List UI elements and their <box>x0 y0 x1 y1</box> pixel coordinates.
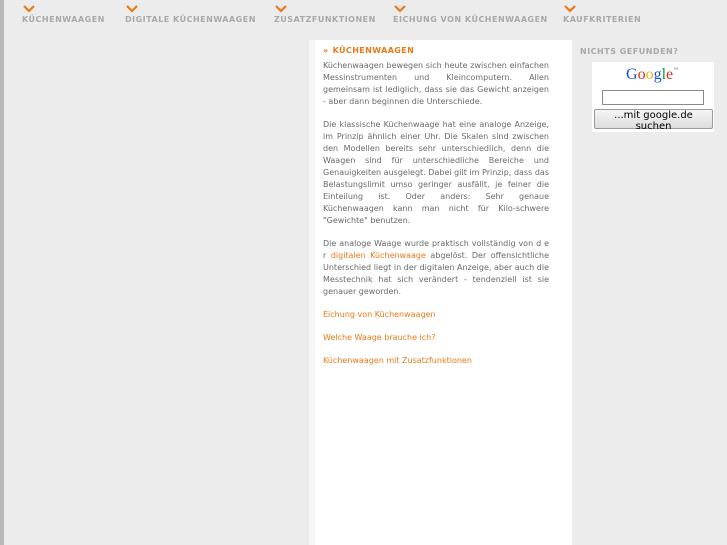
title-bullet: » <box>323 46 329 55</box>
google-search-button[interactable]: ...mit google.de suchen <box>594 109 713 129</box>
left-empty-panel <box>4 40 309 545</box>
page-title <box>323 46 549 55</box>
google-trademark: ™ <box>673 68 679 73</box>
link-eichung[interactable]: Eichung von Küchenwaagen <box>323 310 436 319</box>
nav-item-digitale-kuechenwaagen[interactable] <box>125 4 256 24</box>
link-row <box>323 332 549 344</box>
link-row <box>323 355 549 367</box>
nav-item-kaufkriterien[interactable] <box>563 4 641 24</box>
paragraph-analog: Die klassische Küchenwaage hat eine analoge Anzeige, im Prinzip ähnlich einer Uhr. Die Skalen sind zwischen den Modellen bereits sehr unterschiedlich, denn die Waagen sind für unterschiedliche Bereiche und Genauigkeiten ausgelegt. Dabei gilt im Prinzip, dass das Belastungslimit umso geringer ausfällt, je feiner die Einteilung ist. Oder anders: Sehr genaue Küchenwaagen kann man nicht für Kilo-schwere "Gewichte" benutzen. <box>323 120 549 225</box>
google-logo-letter: o <box>637 66 646 83</box>
paragraph-digital-after: abgelöst. Der offensichtliche Unterschied liegt in der digitalen Anzeige, aber auch die Messtechnik hat sich verändert - tendenziell ist sie genauer geworden. <box>323 251 549 296</box>
google-logo <box>626 66 678 84</box>
sidebar-title: NICHTS GEFUNDEN? <box>580 47 679 56</box>
sidebar <box>572 40 727 545</box>
chevron-down-icon <box>394 4 406 14</box>
google-search-box <box>592 62 714 132</box>
top-navigation <box>4 0 727 40</box>
chevron-down-icon <box>275 4 287 14</box>
google-logo-letter: g <box>653 66 662 83</box>
page-title-text: KÜCHENWAAGEN <box>332 46 415 55</box>
nav-item-eichung[interactable] <box>393 4 548 24</box>
link-zusatzfunktionen[interactable]: Küchenwaagen mit Zusatzfunktionen <box>323 356 472 365</box>
chevron-down-icon <box>564 4 576 14</box>
paragraph-intro: Küchenwaagen bewegen sich heute zwischen einfachen Messinstrumenten und Kleincomputern. Allen gemeinsam ist lediglich, dass sie das Gewicht anzeigen - aber dann beginnen die Unterschiede. <box>323 61 549 106</box>
link-welche-waage[interactable]: Welche Waage brauche ich? <box>323 333 436 342</box>
nav-item-zusatzfunktionen[interactable] <box>274 4 376 24</box>
link-digitale-kuechenwaage[interactable]: digitalen Küchenwaage <box>330 251 426 260</box>
google-logo-letter: G <box>626 66 638 83</box>
chevron-down-icon <box>23 4 35 14</box>
article <box>323 46 549 378</box>
nav-item-label: ZUSATZFUNKTIONEN <box>274 15 376 24</box>
nav-item-label: KAUFKRITERIEN <box>563 15 642 24</box>
nav-item-label: EICHUNG VON KÜCHENWAAGEN <box>393 15 548 24</box>
nav-item-kuechenwaagen[interactable] <box>22 4 105 24</box>
google-logo-letter: o <box>645 66 654 83</box>
google-logo-letter: e <box>666 66 674 83</box>
main-content <box>315 40 572 545</box>
nav-item-label: KÜCHENWAAGEN <box>22 15 105 24</box>
paragraph-digital <box>323 238 549 298</box>
link-row <box>323 309 549 321</box>
google-search-input[interactable] <box>602 90 704 105</box>
chevron-down-icon <box>126 4 138 14</box>
paragraph-digital-before: Die analoge Waage wurde praktisch vollständig von d e r <box>323 239 549 260</box>
google-logo-letter: l <box>661 66 667 83</box>
nav-item-label: DIGITALE KÜCHENWAAGEN <box>125 15 256 24</box>
